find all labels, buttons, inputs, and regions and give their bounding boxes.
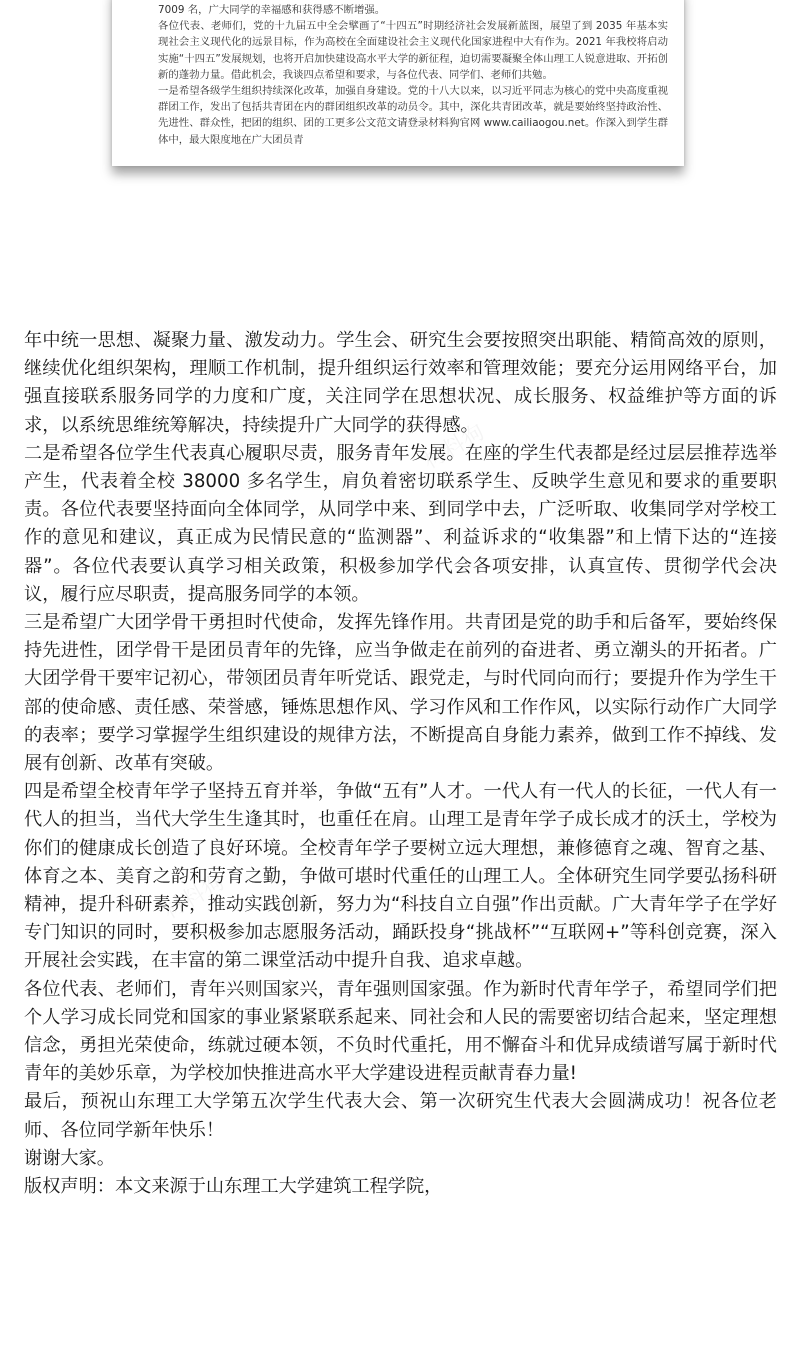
preview-card (112, 0, 684, 166)
preview-paragraph: 一是希望各级学生组织持续深化改革，加强自身建设。党的十八大以来，以习近平同志为核心的党中央高度重视群团工作，发出了包括共青团在内的群团组织改革的动员令。其中，深化共青团改革，就是要始终坚持政治性、先进性、群众性，把团的组织、团的工更多公文范文请登录材料狗官网 www.cailiaogou.net。作深入到学生群体中，最大限度地在广大团员青 (158, 85, 668, 146)
article-paragraph: 年中统一思想、凝聚力量、激发动力。学生会、研究生会要按照突出职能、精简高效的原则，继续优化组织架构，理顺工作机制，提升组织运行效率和管理效能；要充分运用网络平台，加强直接联系服务同学的力度和广度，关注同学在思想状况、成长服务、权益维护等方面的诉求，以系统思维统筹解决，持续提升广大同学的获得感。 (24, 330, 777, 436)
preview-card-body (112, 0, 684, 148)
copyright-notice: 版权声明：本文来源于山东理工大学建筑工程学院， (24, 1176, 443, 1198)
article-paragraph: 二是希望各位学生代表真心履职尽责，服务青年发展。在座的学生代表都是经过层层推荐选举产生，代表着全校 38000 多名学生，肩负着密切联系学生、反映学生意见和要求的重要职责。各位代表要坚持面向全体同学，从同学中来、到同学中去，广泛听取、收集同学对学校工作的意见和建议，真正成为民情民意的“监测器”、利益诉求的“收集器”和上情下达的“连接器”。各位代表要认真学习相关政策，积极参加学代会各项安排，认真宣传、贯彻学代会决议，履行应尽职责，提高服务同学的本领。 (24, 442, 777, 605)
preview-paragraph: 7009 名，广大同学的幸福感和获得感不断增强。 (158, 4, 386, 16)
article-paragraph: 各位代表、老师们，青年兴则国家兴，青年强则国家强。作为新时代青年学子，希望同学们把个人学习成长同党和国家的事业紧紧联系起来、同社会和人民的需要密切结合起来，坚定理想信念，勇担光荣使命，练就过硬本领，不负时代重托，用不懈奋斗和优异成绩谱写属于新时代青年的美妙乐章，为学校加快推进高水平大学建设进程贡献青春力量! (24, 978, 777, 1085)
article-paragraph: 四是希望全校青年学子坚持五育并举，争做“五有”人才。一代人有一代人的长征，一代人有一代人的担当，当代大学生生逢其时，也重任在肩。山理工是青年学子成长成才的沃土，学校为你们的健康成长创造了良好环境。全校青年学子要树立远大理想，兼修德育之魂、智育之基、体育之本、美育之韵和劳育之勤，争做可堪时代重任的山理工人。全体研究生同学要弘扬科研精神，提升科研素养，推动实践创新，努力为“科技自立自强”作出贡献。广大青年学子在学好专门知识的同时，要积极参加志愿服务活动，踊跃投身“挑战杯”“互联网+”等科创竞赛，深入开展社会实践，在丰富的第二课堂活动中提升自我、追求卓越。 (24, 781, 777, 972)
article-paragraph: 最后，预祝山东理工大学第五次学生代表大会、第一次研究生代表大会圆满成功！祝各位老师、各位同学新年快乐！ (24, 1091, 777, 1141)
article-paragraph: 三是希望广大团学骨干勇担时代使命，发挥先锋作用。共青团是党的助手和后备军，要始终保持先进性，团学骨干是团员青年的先锋，应当争做走在前列的奋进者、勇立潮头的开拓者。广大团学骨干要牢记初心，带领团员青年听党话、跟党走，与时代同向而行；要提升作为学生干部的使命感、责任感、荣誉感，锤炼思想作风、学习作风和工作作风，以实际行动作广大同学的表率；要学习掌握学生组织建设的规律方法，不断提高自身能力素养，做到工作不掉线、发展有创新、改革有突破。 (24, 612, 777, 775)
article-body (24, 327, 777, 1201)
preview-paragraph: 各位代表、老师们，党的十九届五中全会擘画了“十四五”时期经济社会发展新蓝图，展望了到 2035 年基本实现社会主义现代化的远景目标，作为高校在全面建设社会主义现代化国家进程中大有作为。2021 年我校将启动实施“十四五”发展规划，也将开启加快建设高水平大学的新征程，迫切需要凝聚全体山理工人锐意进取、开拓创新的蓬勃力量。借此机会，我谈四点希望和要求，与各位代表、同学们、老师们共勉。 (158, 20, 668, 81)
article-paragraph: 谢谢大家。 (24, 1147, 115, 1169)
